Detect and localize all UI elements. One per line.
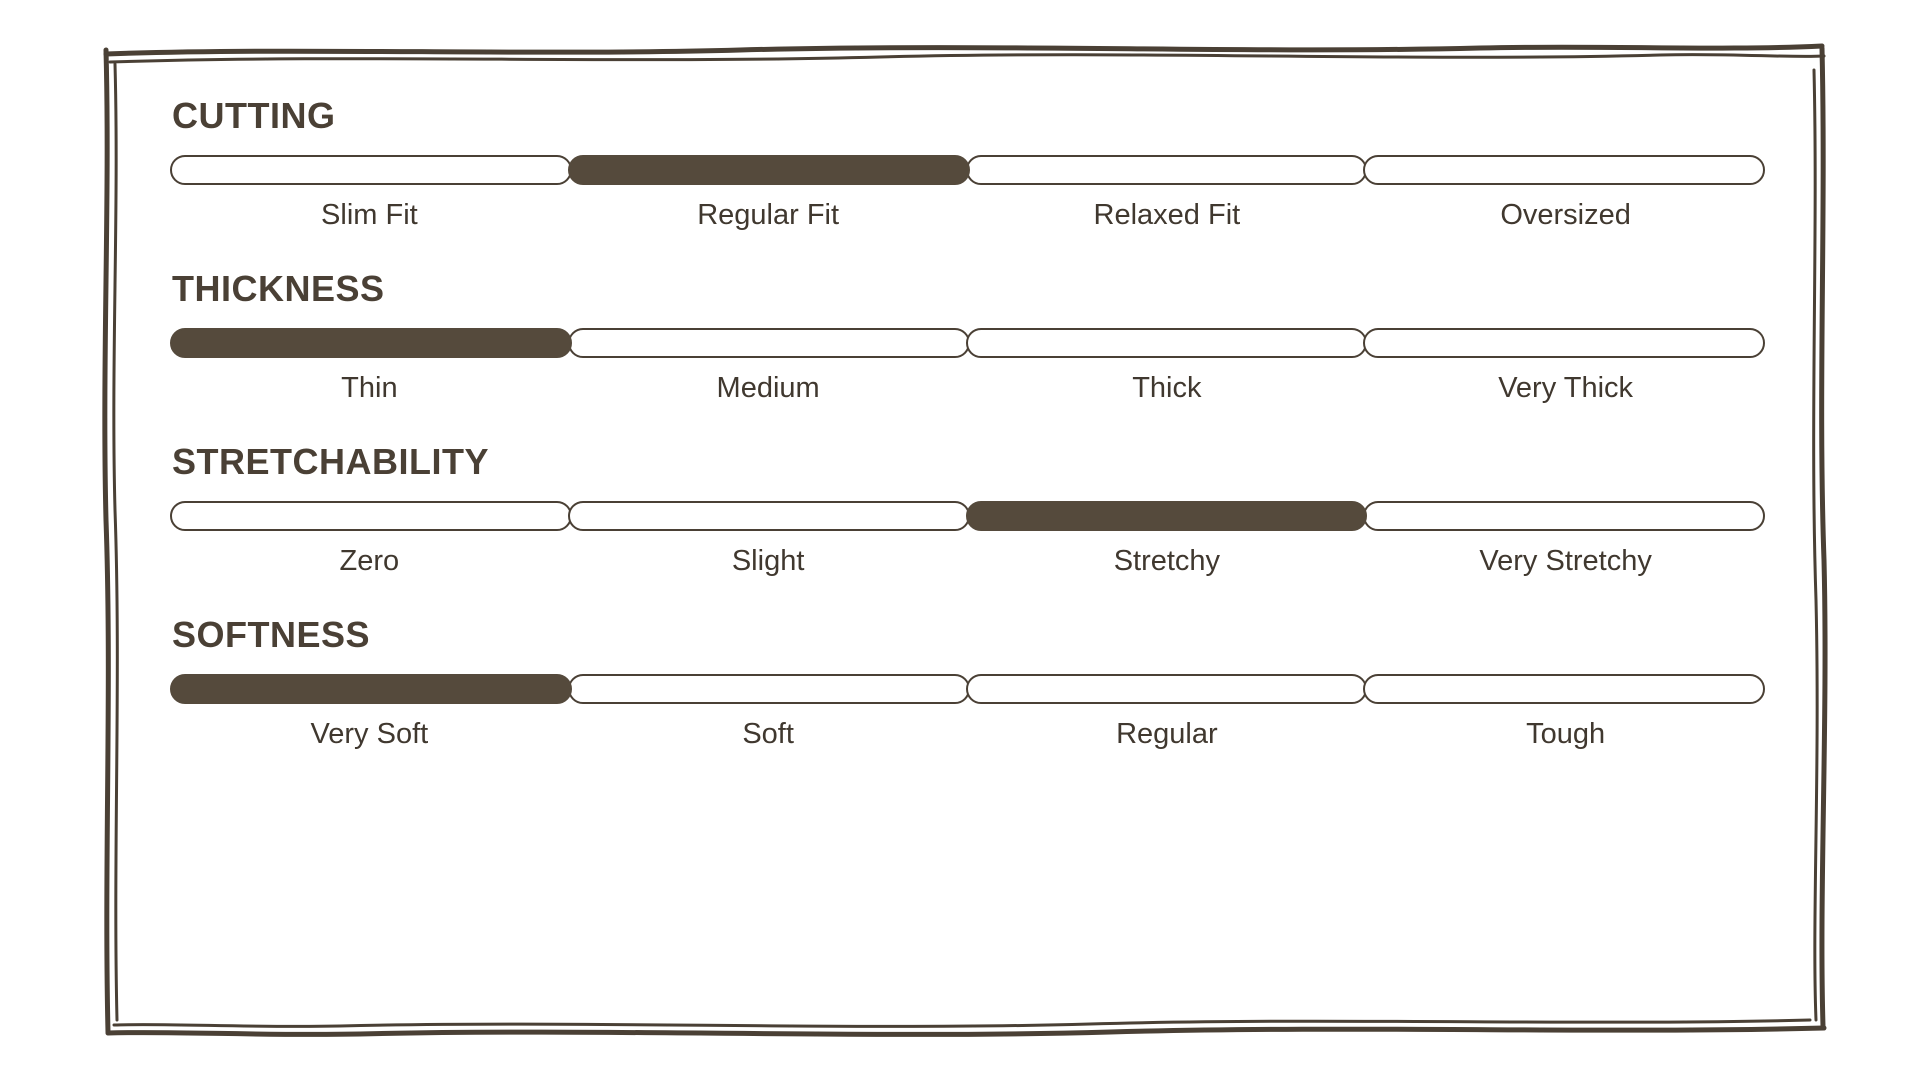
segmented-slider-cutting[interactable] bbox=[170, 155, 1765, 185]
group-title-stretchability: STRETCHABILITY bbox=[172, 441, 489, 482]
slider-segment-softness-0[interactable] bbox=[170, 674, 572, 704]
slider-label-softness-1[interactable]: Soft bbox=[742, 718, 794, 750]
slider-label-cutting-3[interactable]: Oversized bbox=[1500, 199, 1631, 231]
slider-segment-stretchability-0[interactable] bbox=[170, 501, 572, 531]
slider-segment-softness-3[interactable] bbox=[1363, 674, 1765, 704]
slider-segment-thickness-3[interactable] bbox=[1363, 328, 1765, 358]
group-title-cutting: CUTTING bbox=[172, 95, 336, 136]
slider-segment-cutting-3[interactable] bbox=[1363, 155, 1765, 185]
slider-labels-thickness bbox=[170, 372, 1765, 405]
attribute-groups bbox=[170, 95, 1770, 1005]
slider-label-thickness-2[interactable]: Thick bbox=[1132, 372, 1202, 404]
attribute-group-thickness bbox=[170, 268, 1770, 405]
group-title-softness: SOFTNESS bbox=[172, 614, 371, 655]
slider-label-stretchability-1[interactable]: Slight bbox=[731, 545, 805, 577]
segmented-slider-stretchability[interactable] bbox=[170, 501, 1765, 531]
slider-segment-softness-1[interactable] bbox=[568, 674, 970, 704]
slider-labels-stretchability bbox=[170, 545, 1765, 578]
slider-segment-stretchability-2[interactable] bbox=[966, 501, 1368, 531]
slider-labels-softness bbox=[170, 718, 1765, 751]
slider-label-softness-2[interactable]: Regular bbox=[1116, 718, 1218, 750]
slider-segment-stretchability-1[interactable] bbox=[568, 501, 970, 531]
slider-label-stretchability-3[interactable]: Very Stretchy bbox=[1479, 545, 1652, 577]
slider-label-thickness-0[interactable]: Thin bbox=[341, 372, 398, 404]
slider-label-cutting-1[interactable]: Regular Fit bbox=[697, 199, 840, 231]
slider-segment-cutting-2[interactable] bbox=[966, 155, 1368, 185]
attribute-group-softness bbox=[170, 614, 1770, 751]
slider-segment-thickness-1[interactable] bbox=[568, 328, 970, 358]
slider-label-cutting-0[interactable]: Slim Fit bbox=[321, 199, 418, 231]
slider-label-softness-0[interactable]: Very Soft bbox=[310, 718, 429, 750]
slider-label-thickness-1[interactable]: Medium bbox=[716, 372, 820, 404]
group-title-thickness: THICKNESS bbox=[172, 268, 385, 309]
slider-label-cutting-2[interactable]: Relaxed Fit bbox=[1093, 199, 1241, 231]
slider-label-thickness-3[interactable]: Very Thick bbox=[1498, 372, 1634, 404]
slider-segment-cutting-1[interactable] bbox=[568, 155, 970, 185]
slider-segment-thickness-0[interactable] bbox=[170, 328, 572, 358]
slider-segment-thickness-2[interactable] bbox=[966, 328, 1368, 358]
attribute-group-stretchability bbox=[170, 441, 1770, 578]
slider-label-stretchability-2[interactable]: Stretchy bbox=[1113, 545, 1221, 577]
attribute-group-cutting bbox=[170, 95, 1770, 232]
slider-labels-cutting bbox=[170, 199, 1765, 232]
segmented-slider-thickness[interactable] bbox=[170, 328, 1765, 358]
slider-label-stretchability-0[interactable]: Zero bbox=[339, 545, 400, 577]
slider-label-softness-3[interactable]: Tough bbox=[1526, 718, 1606, 750]
slider-segment-softness-2[interactable] bbox=[966, 674, 1368, 704]
segmented-slider-softness[interactable] bbox=[170, 674, 1765, 704]
slider-segment-cutting-0[interactable] bbox=[170, 155, 572, 185]
slider-segment-stretchability-3[interactable] bbox=[1363, 501, 1765, 531]
